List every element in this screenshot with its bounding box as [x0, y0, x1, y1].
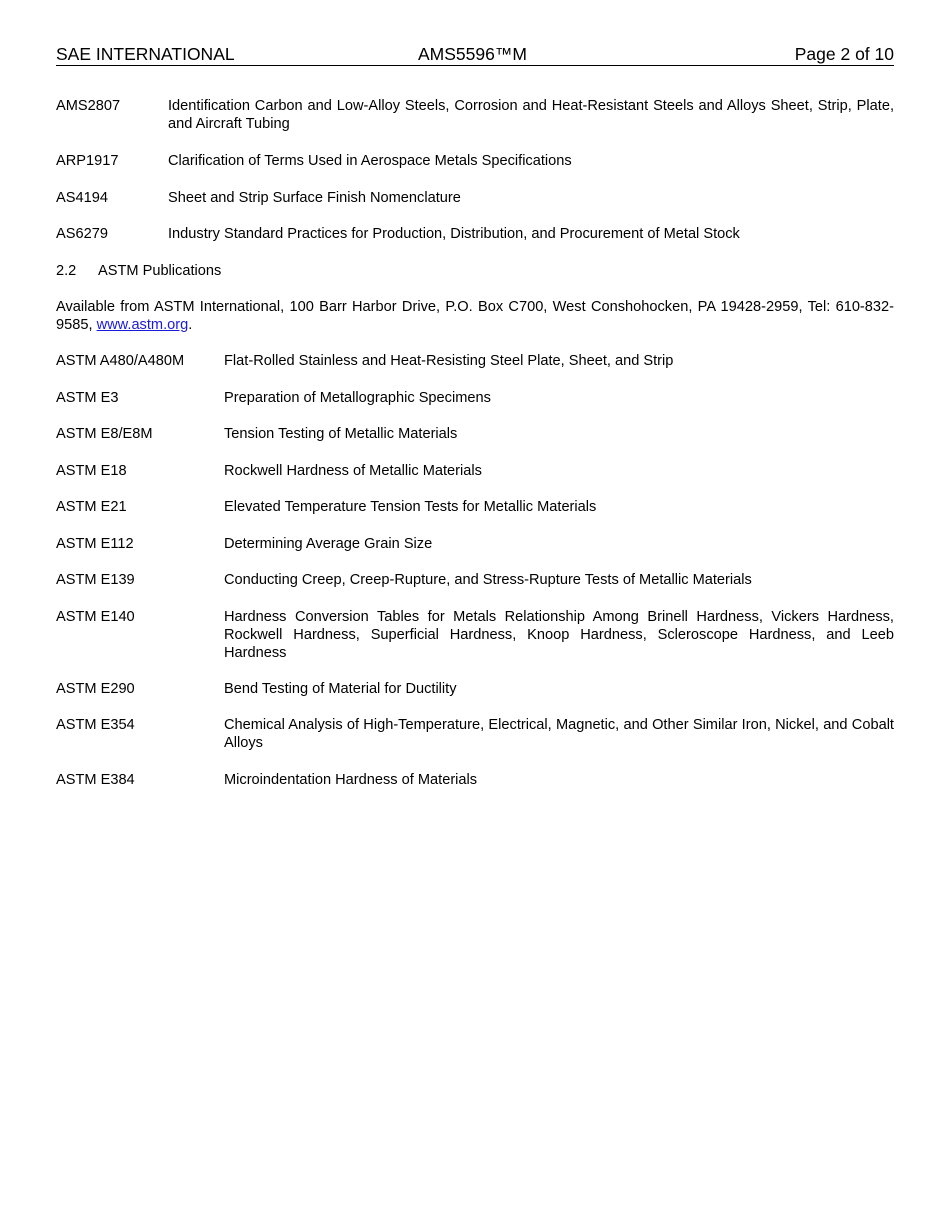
reference-code: ARP1917	[56, 153, 119, 169]
section-title: ASTM Publications	[98, 263, 222, 279]
header-page-number: Page 2 of 10	[794, 44, 894, 64]
reference-entry	[56, 425, 894, 443]
reference-title: Rockwell Hardness of Metallic Materials	[224, 463, 482, 479]
section-heading	[56, 262, 221, 280]
reference-entry	[56, 608, 894, 662]
reference-code: ASTM E139	[56, 572, 135, 588]
reference-entry	[56, 680, 894, 698]
reference-code: ASTM E354	[56, 717, 135, 733]
reference-code: ASTM E21	[56, 499, 127, 515]
reference-entry	[56, 389, 894, 407]
reference-title: Determining Average Grain Size	[224, 536, 433, 552]
reference-title: Chemical Analysis of High-Temperature, Electrical, Magnetic, and Other Similar Iron, Nickel, and Cobalt Alloys	[224, 717, 894, 751]
reference-title: Hardness Conversion Tables for Metals Relationship Among Brinell Hardness, Vickers Hardness, Rockwell Hardness, Superficial Hardness, Knoop Hardness, Scleroscope Hardness, and Leeb Hardness	[224, 609, 894, 661]
reference-entry	[56, 571, 894, 589]
reference-title: Elevated Temperature Tension Tests for Metallic Materials	[224, 499, 597, 515]
availability-text: Available from ASTM International, 100 Barr Harbor Drive, P.O. Box C700, West Conshohocken, PA 19428-2959, Tel: 610-832-9585,	[56, 299, 894, 333]
reference-entry	[56, 462, 894, 480]
reference-entry	[56, 189, 894, 207]
page-header	[56, 44, 894, 66]
reference-code: AMS2807	[56, 98, 121, 114]
header-document-id: AMS5596™M	[418, 44, 527, 64]
reference-code: ASTM A480/A480M	[56, 353, 185, 369]
reference-title: Industry Standard Practices for Production, Distribution, and Procurement of Metal Stock	[168, 226, 740, 242]
reference-code: ASTM E18	[56, 463, 127, 479]
reference-title: Identification Carbon and Low-Alloy Steels, Corrosion and Heat-Resistant Steels and Alloys Sheet, Strip, Plate, and Aircraft Tubing	[168, 98, 894, 132]
reference-code: ASTM E384	[56, 772, 135, 788]
availability-paragraph	[56, 298, 894, 334]
reference-title: Microindentation Hardness of Materials	[224, 772, 478, 788]
reference-code: AS6279	[56, 226, 108, 242]
reference-entry	[56, 225, 894, 243]
reference-title: Flat-Rolled Stainless and Heat-Resisting Steel Plate, Sheet, and Strip	[224, 353, 674, 369]
availability-end: .	[188, 317, 193, 333]
reference-title: Tension Testing of Metallic Materials	[224, 426, 458, 442]
section-number: 2.2	[56, 263, 77, 279]
reference-code: ASTM E290	[56, 681, 135, 697]
header-organization: SAE INTERNATIONAL	[56, 44, 235, 64]
reference-entry	[56, 152, 894, 170]
reference-title: Bend Testing of Material for Ductility	[224, 681, 457, 697]
reference-title: Sheet and Strip Surface Finish Nomenclature	[168, 190, 461, 206]
reference-code: ASTM E3	[56, 390, 119, 406]
reference-code: ASTM E140	[56, 609, 135, 625]
reference-title: Preparation of Metallographic Specimens	[224, 390, 491, 406]
reference-entry	[56, 535, 894, 553]
reference-code: ASTM E112	[56, 536, 134, 552]
reference-entry	[56, 97, 894, 133]
reference-title: Clarification of Terms Used in Aerospace Metals Specifications	[168, 153, 572, 169]
reference-entry	[56, 771, 894, 789]
reference-title: Conducting Creep, Creep-Rupture, and Stress-Rupture Tests of Metallic Materials	[224, 572, 752, 588]
reference-entry	[56, 352, 894, 370]
reference-entry	[56, 716, 894, 752]
reference-entry	[56, 498, 894, 516]
astm-website-link[interactable]: www.astm.org	[96, 317, 189, 333]
reference-code: AS4194	[56, 190, 108, 206]
reference-code: ASTM E8/E8M	[56, 426, 153, 442]
